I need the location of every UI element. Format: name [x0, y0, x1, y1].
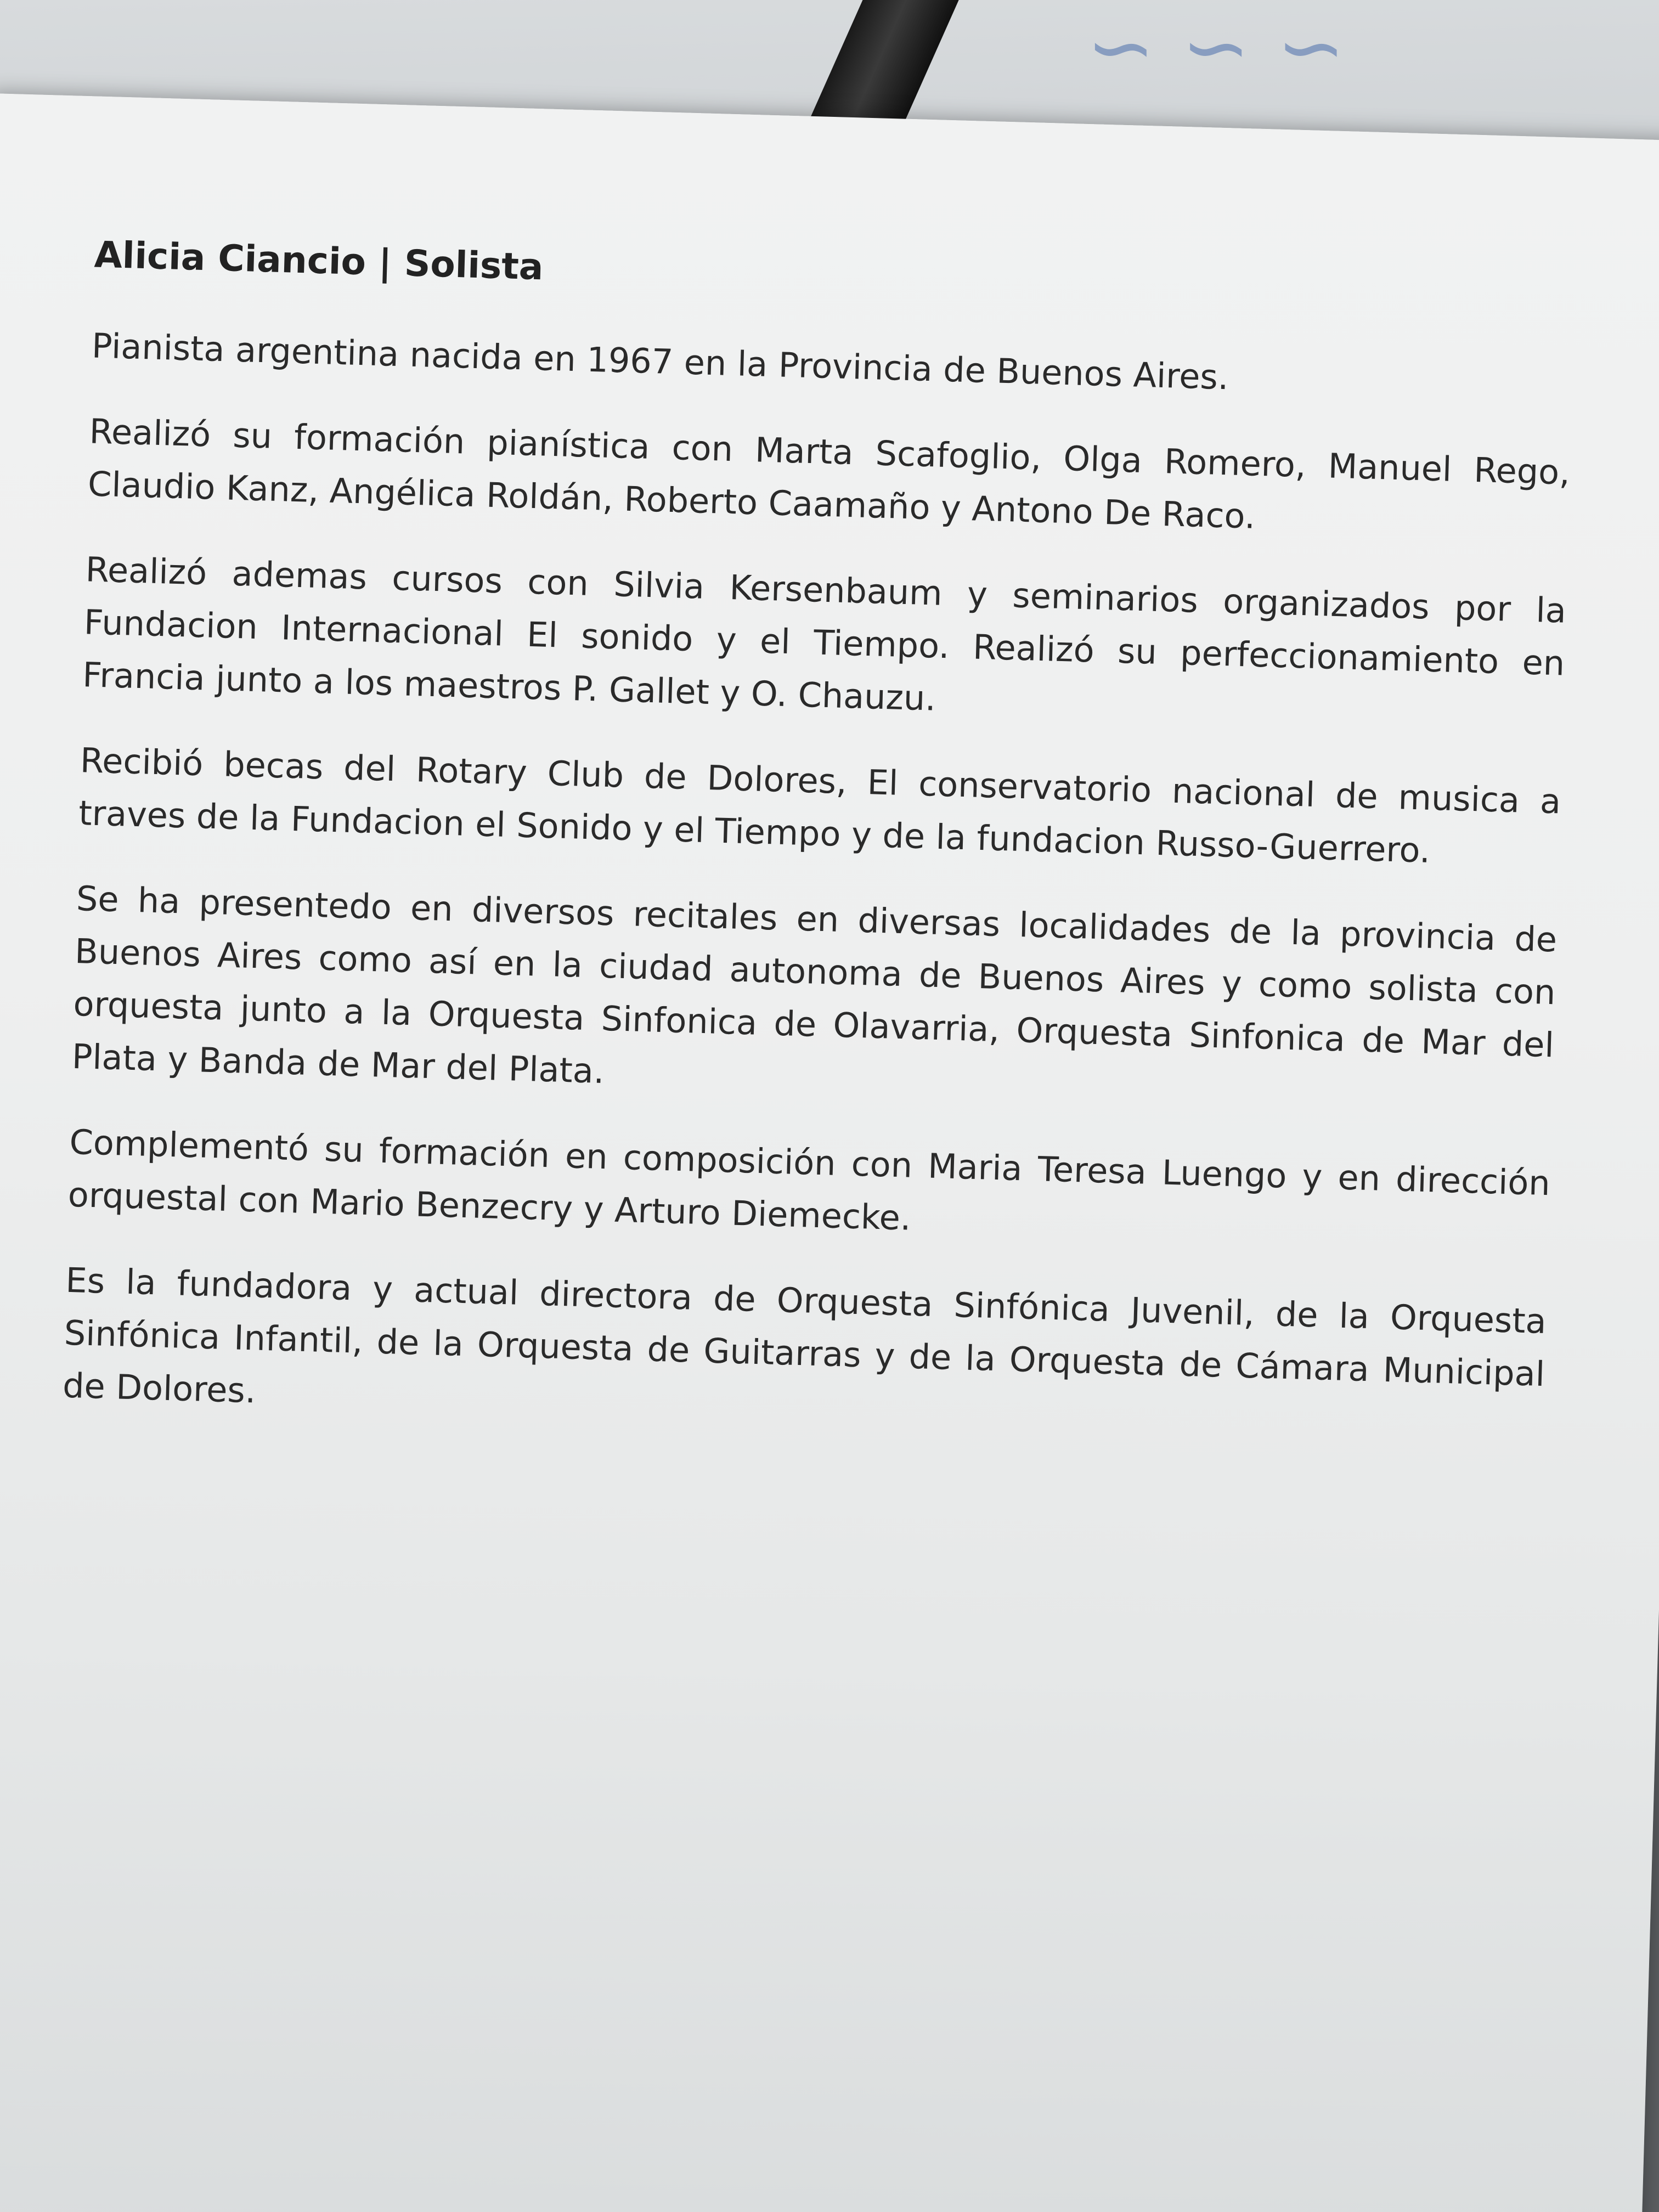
paragraph-5: Se ha presentedo en diversos recitales en diversas localidades de la provincia de Buenos Aires como así en la ciudad autonoma de Buenos Aires y como solista con orquesta junto a la Orquesta Sinfonica de Olavarria, Orquesta Sinfonica de Mar del Plata y Banda de Mar del Plata. — [71, 878, 1558, 1091]
paragraph-6: Complementó su formación en composición con Maria Teresa Luengo y en dirección orquestal con Mario Benzecry y Arturo Diemecke. — [67, 1121, 1551, 1238]
paragraph-4: Recibió becas del Rotary Club de Dolores, El conservatorio nacional de musica a traves de la Fundacion el Sonido y el Tiempo y de la fundacion Russo-Guerrero. — [78, 740, 1562, 871]
paragraph-1: Pianista argentina nacida en 1967 en la Provincia de Buenos Aires. — [91, 325, 1229, 398]
document-title: Alicia Ciancio | Solista — [93, 233, 544, 289]
handwritten-marks: ∽ ∽ ∽ — [1086, 0, 1346, 95]
document-page — [0, 93, 1659, 2212]
paragraph-2: Realizó su formación pianística con Marta Scafoglio, Olga Romero, Manuel Rego, Claudio Kanz, Angélica Roldán, Roberto Caamaño y Antono De Raco. — [87, 411, 1571, 537]
paragraph-3: Realizó ademas cursos con Silvia Kersenbaum y seminarios organizados por la Fundacion Internacional El sonido y el Tiempo. Realizó su perfeccionamiento en Francia junto a los maestros P. Gallet y O. Chauzu. — [82, 549, 1567, 719]
paragraph-7: Es la fundadora y actual directora de Orquesta Sinfónica Juvenil, de la Orquesta Sinfónica Infantil, de la Orquesta de Guitarras y de la Orquesta de Cámara Municipal de Dolores. — [62, 1260, 1547, 1411]
document-content — [61, 233, 1576, 1486]
